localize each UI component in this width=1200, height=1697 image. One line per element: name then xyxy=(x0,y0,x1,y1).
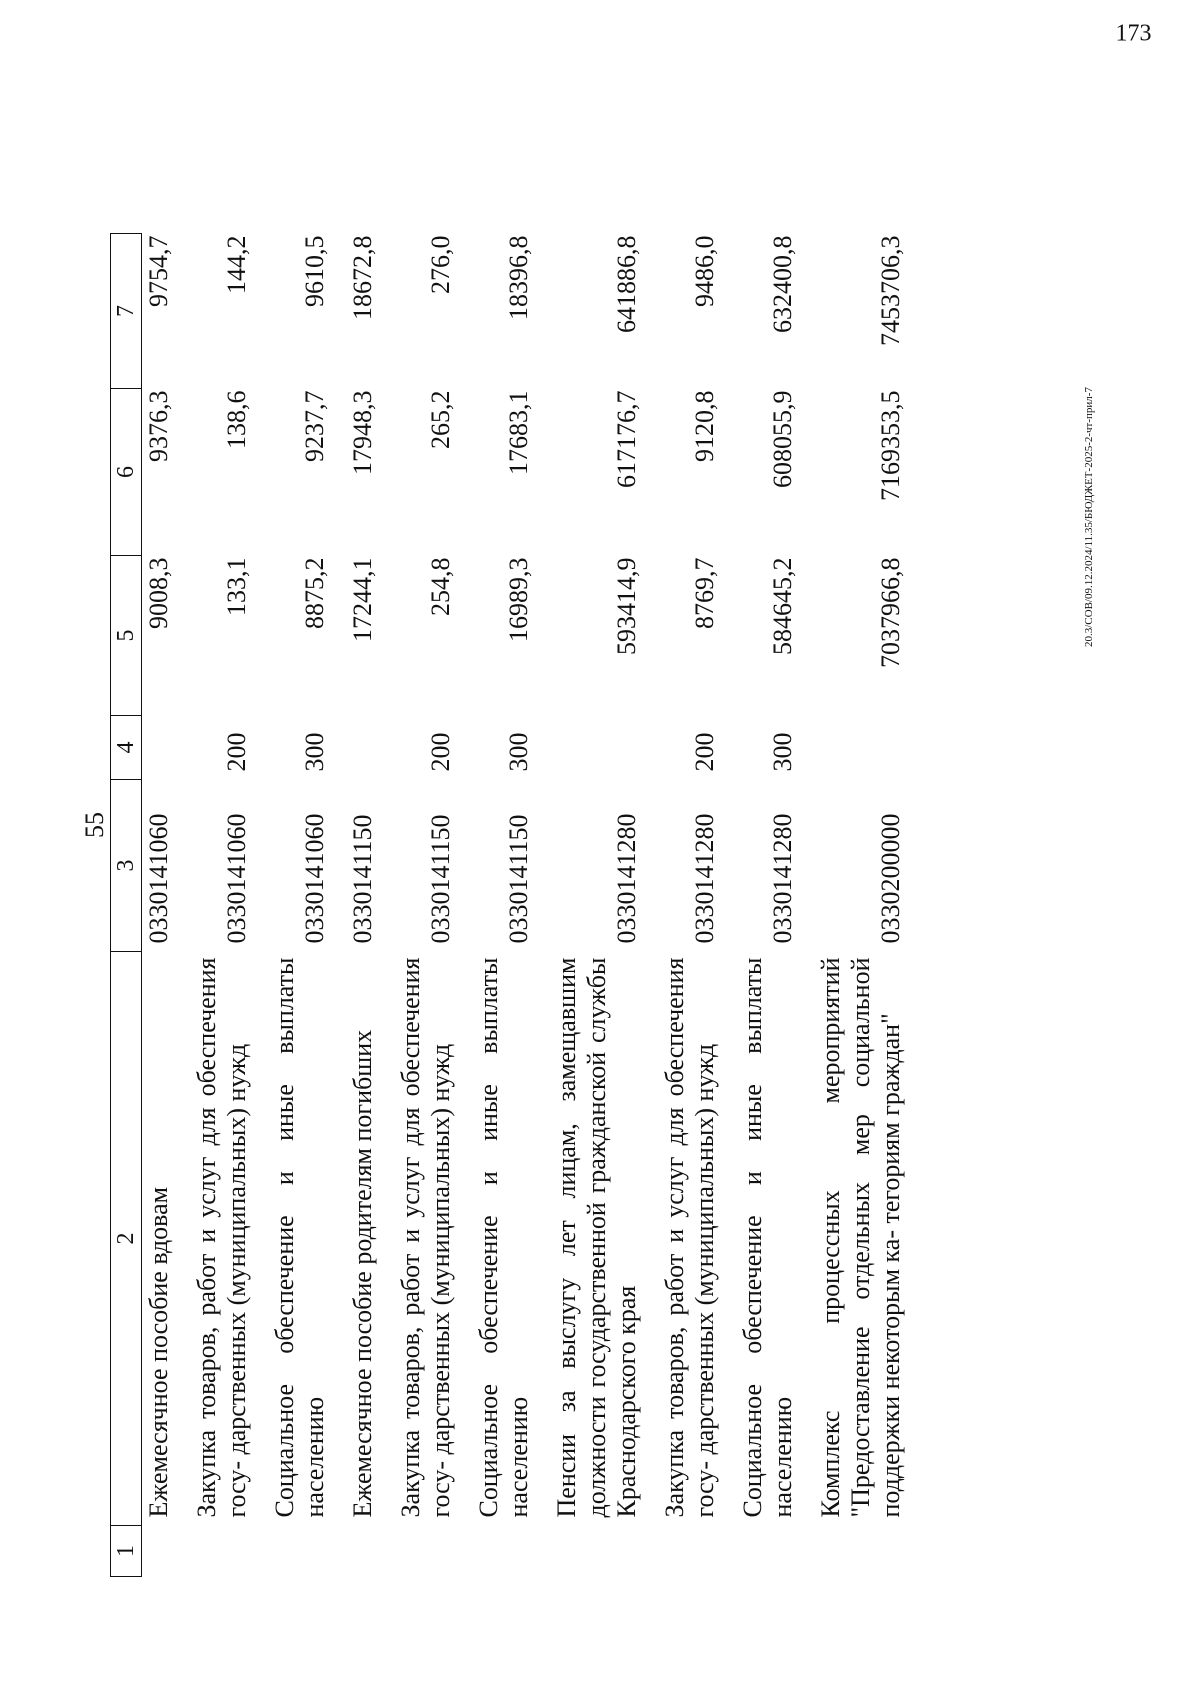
table-row xyxy=(660,234,738,1577)
row-code: 0330141060 xyxy=(300,813,329,944)
row-code: 0330141150 xyxy=(348,814,377,944)
row-kind: 300 xyxy=(504,732,533,772)
row-name: Ежемесячное пособие вдовам xyxy=(144,1186,173,1518)
sheet-number: 173 xyxy=(1115,20,1152,47)
row-kind xyxy=(816,716,924,780)
row-kind xyxy=(348,716,396,780)
row-code: 0330200000 xyxy=(876,813,905,944)
row-kind xyxy=(142,716,193,780)
row-name: Пенсии за выслугу лет лицам, замещавшим должности государственной гражданской службы Краснодарского края xyxy=(552,957,641,1518)
row-value-7: 18672,8 xyxy=(348,235,377,320)
row-value-7: 9754,7 xyxy=(144,235,173,307)
row-value-7: 9486,0 xyxy=(690,235,719,307)
row-value-6: 617176,7 xyxy=(612,390,641,488)
row-value-7: 276,0 xyxy=(426,235,455,294)
row-value-6: 608055,9 xyxy=(768,390,797,488)
table-row xyxy=(192,234,270,1577)
row-code: 0330141280 xyxy=(690,813,719,944)
row-value-5: 133,1 xyxy=(222,557,251,616)
table-row xyxy=(396,234,474,1577)
row-kind: 200 xyxy=(222,732,251,772)
col-header-1: 1 xyxy=(111,1526,142,1577)
col-header-2: 2 xyxy=(111,952,142,1526)
row-value-7: 632400,8 xyxy=(768,235,797,333)
row-name: Социальное обеспечение и иные выплаты населению xyxy=(738,957,797,1518)
row-name: Социальное обеспечение и иные выплаты населению xyxy=(270,957,329,1518)
page-number: 55 xyxy=(80,812,109,838)
table-row xyxy=(348,234,396,1577)
row-kind: 300 xyxy=(300,732,329,772)
row-value-7: 18396,8 xyxy=(504,235,533,320)
row-name: Закупка товаров, работ и услуг для обеспечения госу- дарственных (муниципальных) нужд xyxy=(396,957,455,1518)
row-code: 0330141060 xyxy=(144,813,173,944)
row-value-6: 138,6 xyxy=(222,390,251,449)
table-row xyxy=(552,234,660,1577)
row-code: 0330141280 xyxy=(612,813,641,944)
budget-table xyxy=(110,233,924,1577)
row-value-5: 584645,2 xyxy=(768,557,797,655)
row-value-6: 9237,7 xyxy=(300,390,329,462)
row-value-7: 7453706,3 xyxy=(876,235,905,346)
row-value-5: 593414,9 xyxy=(612,557,641,655)
table-row xyxy=(474,234,552,1577)
table-row xyxy=(142,234,193,1577)
table-row xyxy=(816,234,924,1577)
row-value-6: 9120,8 xyxy=(690,390,719,462)
row-code: 0330141060 xyxy=(222,813,251,944)
col-header-4: 4 xyxy=(111,716,142,780)
row-value-7: 144,2 xyxy=(222,235,251,294)
row-name: Ежемесячное пособие родителям погибших xyxy=(348,1029,377,1518)
row-value-6: 7169353,5 xyxy=(876,390,905,501)
row-code: 0330141280 xyxy=(768,813,797,944)
table-row xyxy=(738,234,816,1577)
row-value-5: 8769,7 xyxy=(690,557,719,629)
row-kind: 200 xyxy=(426,732,455,772)
row-name: Комплекс процессных мероприятий "Предоставление отдельных мер социальной поддержки некоторым ка- тегориям граждан" xyxy=(816,957,905,1518)
row-kind xyxy=(552,716,660,780)
row-value-5: 8875,2 xyxy=(300,557,329,629)
row-name: Закупка товаров, работ и услуг для обеспечения госу- дарственных (муниципальных) нужд xyxy=(192,957,251,1518)
row-code: 0330141150 xyxy=(426,814,455,944)
col-header-7: 7 xyxy=(111,234,142,389)
row-kind: 300 xyxy=(768,732,797,772)
row-value-6: 17948,3 xyxy=(348,390,377,475)
row-value-6: 17683,1 xyxy=(504,390,533,475)
document-code: 20.3/СОВ/09.12.2024/11.35/БЮДЖЕТ-2025-2-чт-прил-7 xyxy=(1083,387,1095,647)
row-value-5: 16989,3 xyxy=(504,557,533,642)
row-kind: 200 xyxy=(690,732,719,772)
col-header-3: 3 xyxy=(111,780,142,952)
row-value-6: 265,2 xyxy=(426,390,455,449)
row-name: Закупка товаров, работ и услуг для обеспечения госу- дарственных (муниципальных) нужд xyxy=(660,957,719,1518)
row-value-5: 17244,1 xyxy=(348,557,377,642)
row-value-5: 7037966,8 xyxy=(876,557,905,668)
row-value-5: 9008,3 xyxy=(144,557,173,629)
col-header-5: 5 xyxy=(111,556,142,716)
row-value-5: 254,8 xyxy=(426,557,455,616)
row-value-7: 9610,5 xyxy=(300,235,329,307)
row-code: 0330141150 xyxy=(504,814,533,944)
row-name: Социальное обеспечение и иные выплаты населению xyxy=(474,957,533,1518)
header-row xyxy=(111,234,142,1577)
row-value-6: 9376,3 xyxy=(144,390,173,462)
col-header-6: 6 xyxy=(111,389,142,556)
row-value-7: 641886,8 xyxy=(612,235,641,333)
table-row xyxy=(270,234,348,1577)
